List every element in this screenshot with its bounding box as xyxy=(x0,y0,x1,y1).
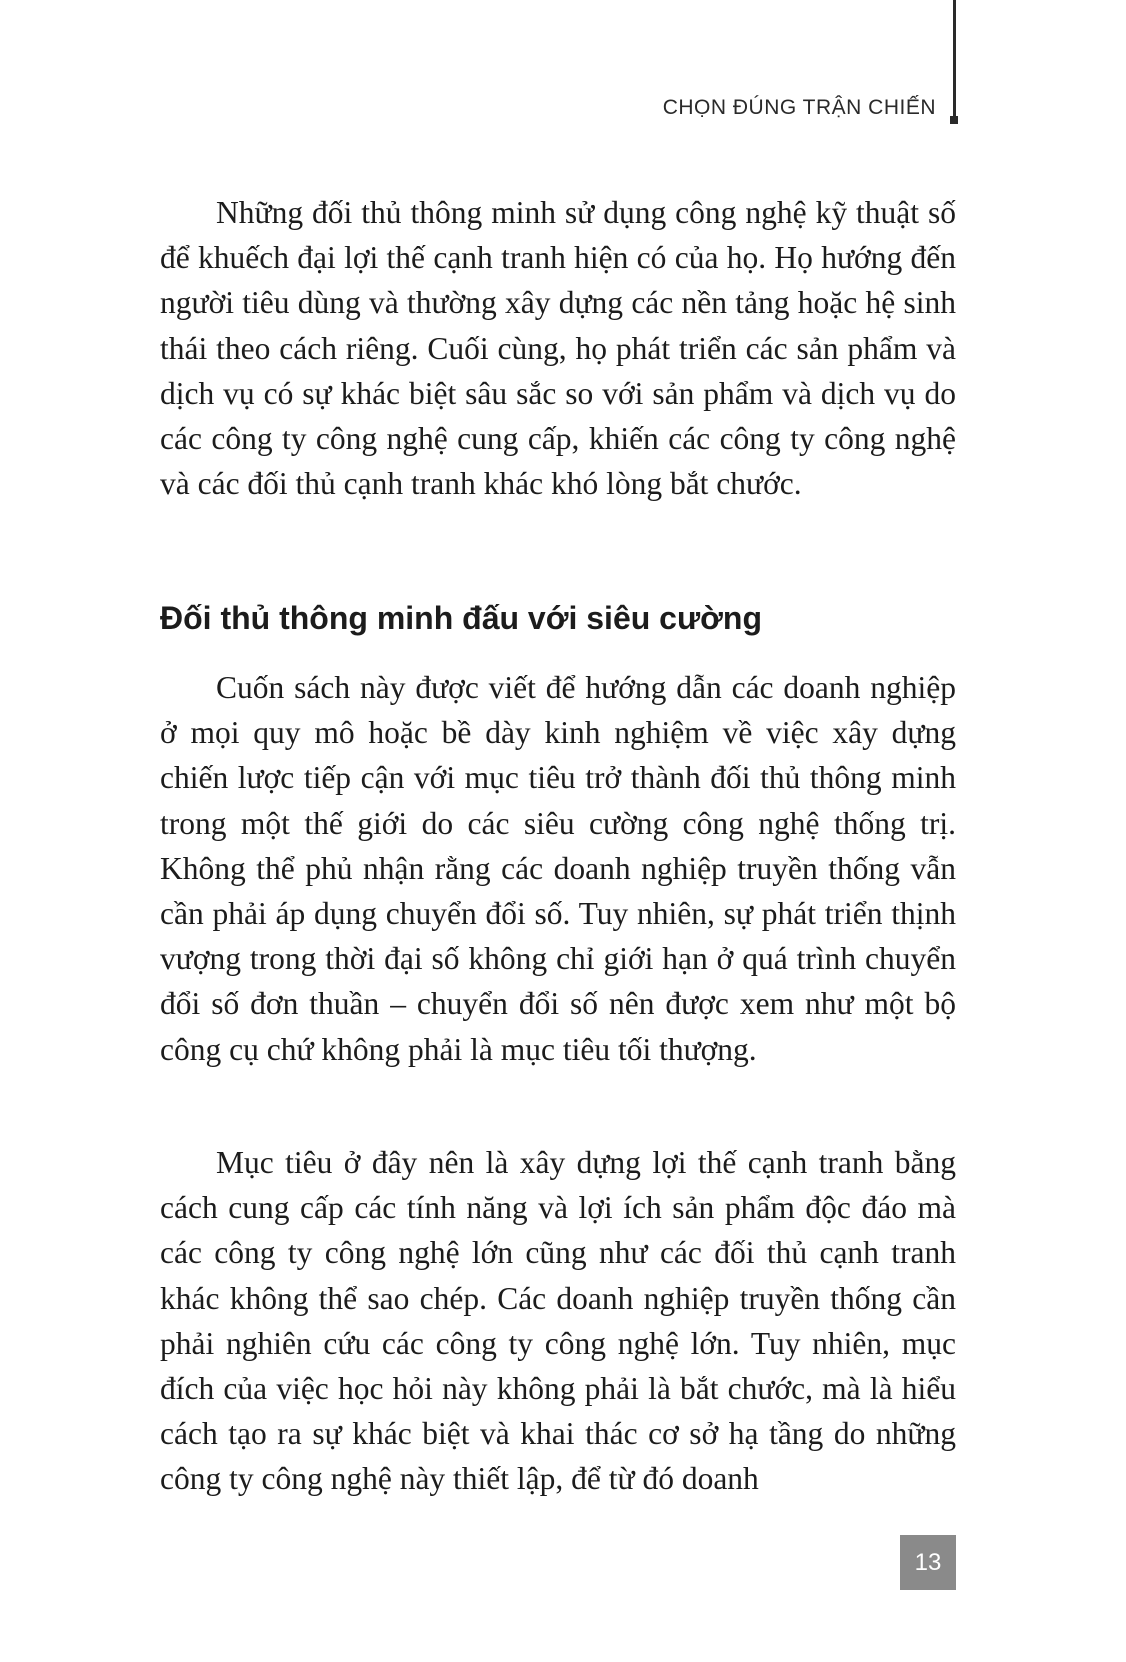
header-square-marker xyxy=(950,116,958,124)
header-vertical-rule xyxy=(953,0,956,116)
page-number-badge: 13 xyxy=(900,1535,956,1590)
section-heading: Đối thủ thông minh đấu với siêu cường xyxy=(160,600,762,636)
running-header-title: CHỌN ĐÚNG TRẬN CHIẾN xyxy=(662,96,936,119)
paragraph-1-text: Những đối thủ thông minh sử dụng công nghệ kỹ thuật số để khuếch đại lợi thế cạnh tranh hiện có của họ. Họ hướng đến người tiêu dùng và thường xây dựng các nền tảng hoặc hệ sinh thái theo cách riêng. Cuối cùng, họ phát triển các sản phẩm và dịch vụ có sự khác biệt sâu sắc so với sản phẩm và dịch vụ do các công ty công nghệ cung cấp, khiến các công ty công nghệ và các đối thủ cạnh tranh khác khó lòng bắt chước. xyxy=(160,195,956,502)
body-paragraph-1 xyxy=(160,190,956,506)
body-paragraph-2 xyxy=(160,665,956,1072)
body-paragraph-3 xyxy=(160,1140,956,1502)
paragraph-3-text: Mục tiêu ở đây nên là xây dựng lợi thế cạnh tranh bằng cách cung cấp các tính năng và lợi ích sản phẩm độc đáo mà các công ty công nghệ lớn cũng như các đối thủ cạnh tranh khác không thể sao chép. Các doanh nghiệp truyền thống cần phải nghiên cứu các công ty công nghệ lớn. Tuy nhiên, mục đích của việc học hỏi này không phải là bắt chước, mà là hiểu cách tạo ra sự khác biệt và khai thác cơ sở hạ tầng do những công ty công nghệ này thiết lập, để từ đó doanh xyxy=(160,1145,956,1497)
paragraph-2-text: Cuốn sách này được viết để hướng dẫn các doanh nghiệp ở mọi quy mô hoặc bề dày kinh nghiệm về việc xây dựng chiến lược tiếp cận với mục tiêu trở thành đối thủ thông minh trong một thế giới do các siêu cường công nghệ thống trị. Không thể phủ nhận rằng các doanh nghiệp truyền thống vẫn cần phải áp dụng chuyển đổi số. Tuy nhiên, sự phát triển thịnh vượng trong thời đại số không chỉ giới hạn ở quá trình chuyển đổi số đơn thuần – chuyển đổi số nên được xem như một bộ công cụ chứ không phải là mục tiêu tối thượng. xyxy=(160,670,956,1067)
